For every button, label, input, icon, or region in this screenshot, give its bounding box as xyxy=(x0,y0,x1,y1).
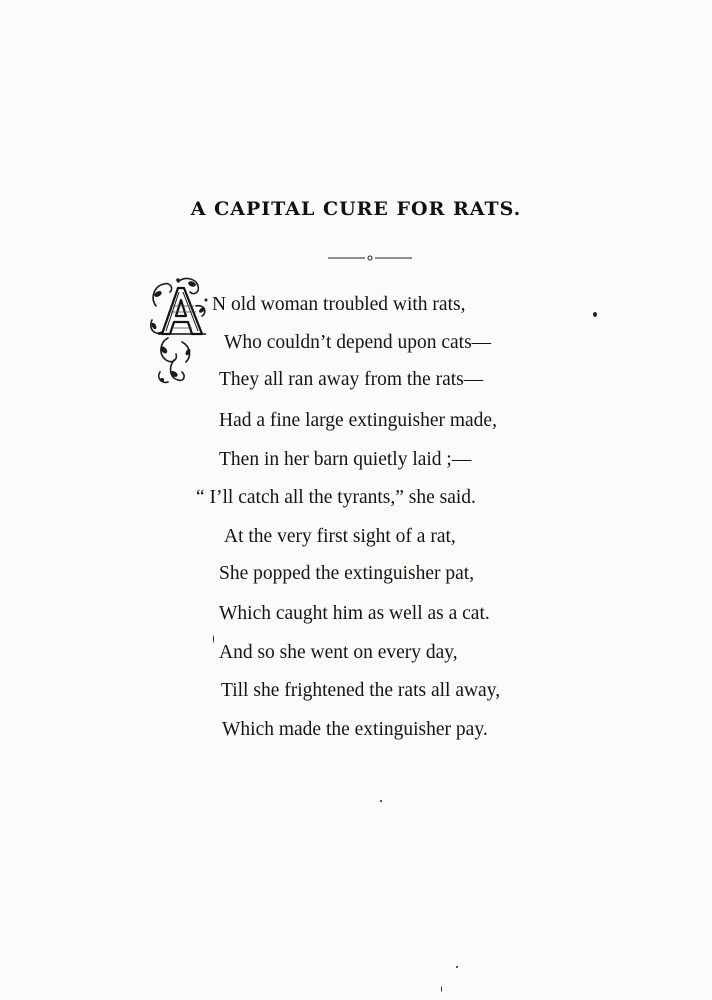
poem-title: A CAPITAL CURE FOR RATS. xyxy=(190,198,522,220)
poem-line-3: They all ran away from the rats— xyxy=(219,369,484,390)
poem-line-4: Had a fine large extinguisher made, xyxy=(219,410,497,431)
poem-line-12: Which made the extinguisher pay. xyxy=(222,719,488,740)
paper-speck xyxy=(593,312,597,317)
poem-line-8: She popped the extinguisher pat, xyxy=(219,563,475,584)
poem-line-5: Then in her barn quietly laid ;— xyxy=(219,449,472,470)
poem-line-6: “ I’ll catch all the tyrants,” she said. xyxy=(196,487,476,508)
paper-speck xyxy=(213,635,214,643)
paper-speck xyxy=(441,986,442,992)
poem-line-9: Which caught him as well as a cat. xyxy=(219,603,490,624)
poem-line-2: Who couldn’t depend upon cats— xyxy=(224,332,492,353)
poem-line-7: At the very first sight of a rat, xyxy=(224,526,456,547)
poem-line-11: Till she frightened the rats all away, xyxy=(221,680,501,701)
poem-line-10: And so she went on every day, xyxy=(219,642,458,663)
paper-speck xyxy=(380,800,382,802)
paper-speck xyxy=(456,966,458,968)
poem-line-1: N old woman troubled with rats, xyxy=(212,294,466,315)
